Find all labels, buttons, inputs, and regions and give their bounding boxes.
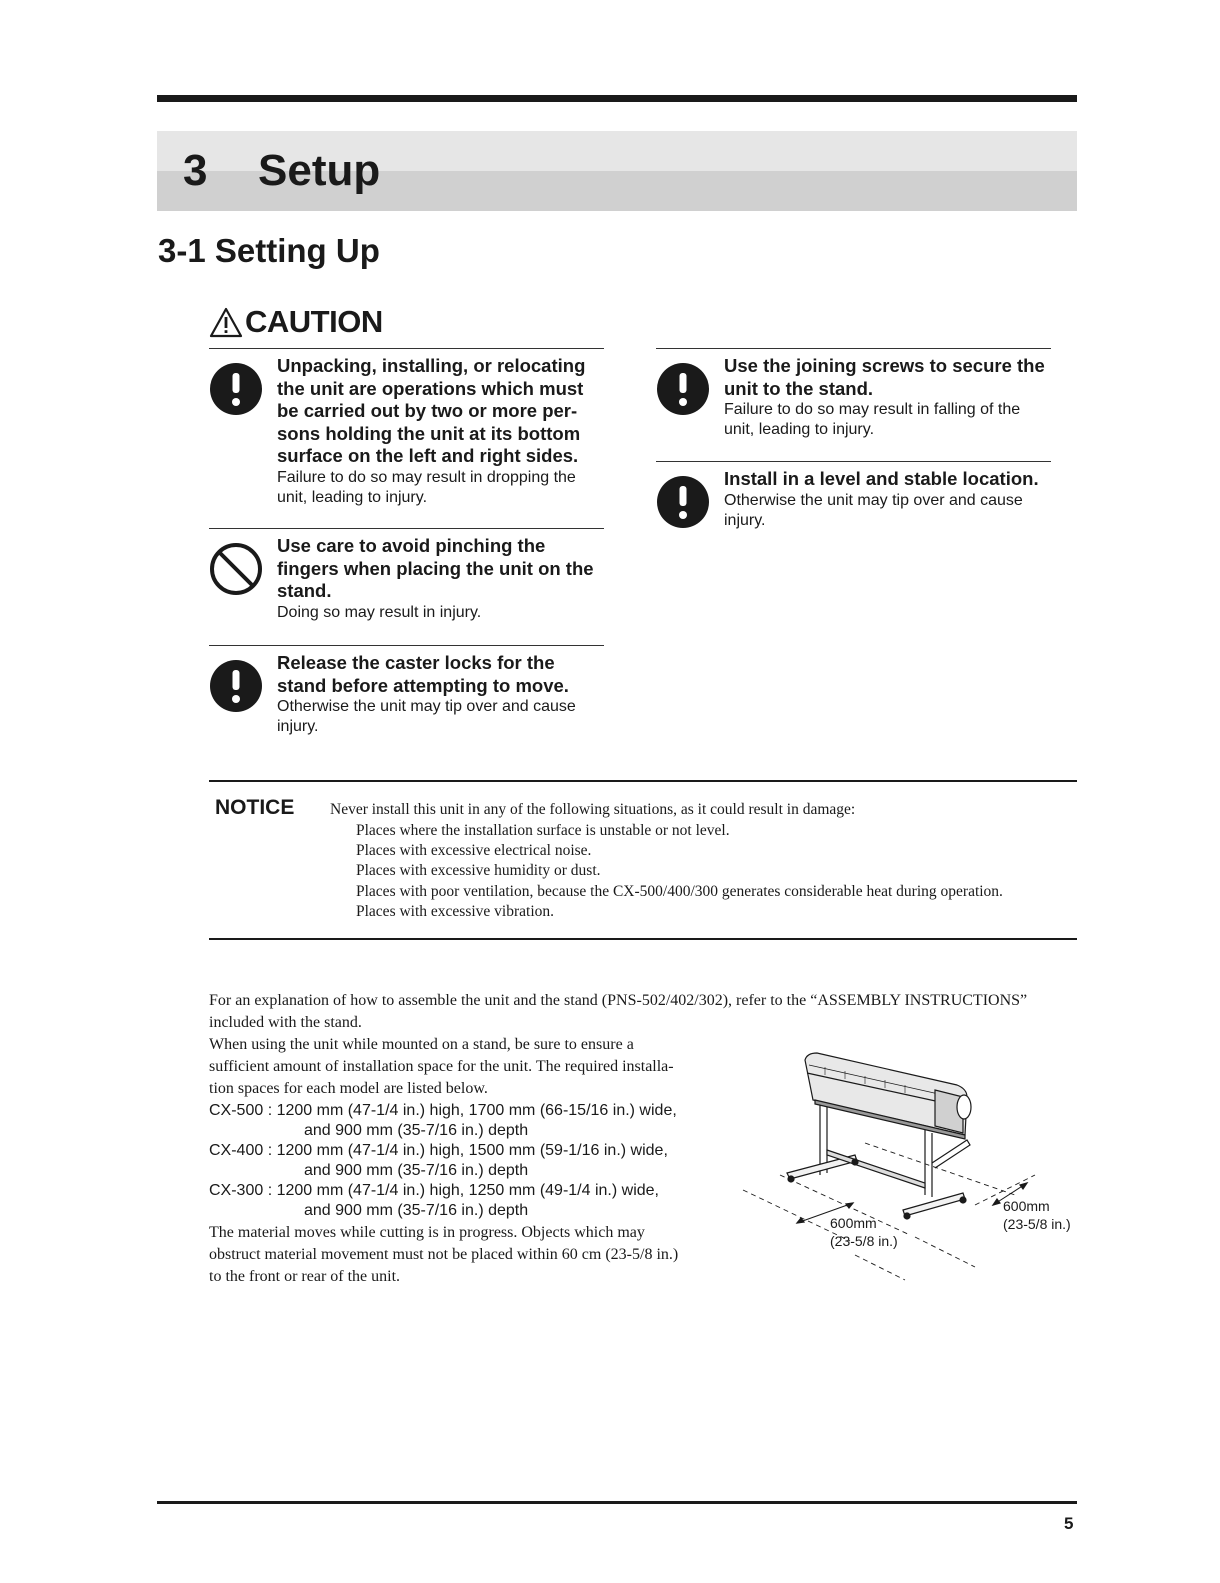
caution-item bbox=[209, 528, 604, 637]
spec-line: and 900 mm (35-7/16 in.) depth bbox=[304, 1122, 529, 1139]
spec-line: and 900 mm (35-7/16 in.) depth bbox=[304, 1202, 529, 1219]
body-line: For an explanation of how to assemble the unit and the stand (PNS-502/402/302), refer to the “ASSEMBLY INSTRUCTIONS” bbox=[209, 992, 1028, 1009]
top-rule bbox=[157, 95, 1077, 102]
caution-item bbox=[209, 348, 604, 519]
rear-clearance-in: (23-5/8 in.) bbox=[1003, 1216, 1071, 1232]
caution-heading bbox=[209, 304, 383, 340]
notice-list bbox=[356, 821, 1003, 922]
bottom-rule bbox=[157, 1501, 1077, 1504]
body-line: to the front or rear of the unit. bbox=[209, 1268, 401, 1285]
notice-label: NOTICE bbox=[215, 796, 295, 819]
exclamation-icon bbox=[209, 659, 263, 713]
body-line: When using the unit while mounted on a stand, be sure to ensure a bbox=[209, 1036, 634, 1053]
body-line: tion spaces for each model are listed below. bbox=[209, 1080, 488, 1097]
caution-item-text: Doing so may result in injury. bbox=[277, 603, 482, 621]
body-line: obstruct material movement must not be placed within 60 cm (23-5/8 in.) bbox=[209, 1246, 679, 1263]
spec-line: CX-500 : 1200 mm (47-1/4 in.) high, 1700 mm (66-15/16 in.) wide, bbox=[209, 1102, 677, 1119]
front-clearance-in: (23-5/8 in.) bbox=[830, 1233, 898, 1249]
notice-item: Places where the installation surface is unstable or not level. bbox=[356, 822, 730, 839]
caution-label: CAUTION bbox=[245, 304, 383, 339]
spec-line: and 900 mm (35-7/16 in.) depth bbox=[304, 1162, 529, 1179]
spec-line: CX-400 : 1200 mm (47-1/4 in.) high, 1500 mm (59-1/16 in.) wide, bbox=[209, 1142, 668, 1159]
exclamation-icon bbox=[656, 475, 710, 529]
page-number: 5 bbox=[1064, 1514, 1074, 1533]
caution-item-title: Install in a level and stable location. bbox=[724, 468, 1039, 489]
caution-item-text: Failure to do so may result in dropping the unit, leading to injury. bbox=[277, 468, 576, 506]
spec-list bbox=[209, 1101, 729, 1221]
caution-item-title: Use care to avoid pinching the fingers when placing the unit on the stand. bbox=[277, 535, 594, 601]
chapter-number: 3 bbox=[183, 146, 208, 195]
rear-clearance-mm: 600mm bbox=[1003, 1198, 1050, 1214]
caution-item-title: Use the joining screws to secure the unit to the stand. bbox=[724, 355, 1045, 399]
body-line: sufficient amount of installation space for the unit. The required installa- bbox=[209, 1058, 674, 1075]
body-line: included with the stand. bbox=[209, 1014, 362, 1031]
caution-item bbox=[656, 348, 1051, 453]
caution-item bbox=[209, 645, 604, 756]
warning-triangle-icon bbox=[209, 307, 243, 338]
caution-item-title: Unpacking, installing, or relocating the unit are operations which must be carried out by two or more per-sons holding the unit at its bottom surface on the left and right sides. bbox=[277, 355, 586, 466]
caution-item-text: Otherwise the unit may tip over and cause injury. bbox=[724, 491, 1023, 529]
section-title: 3-1 Setting Up bbox=[158, 232, 380, 269]
notice-item: Places with excessive humidity or dust. bbox=[356, 862, 601, 880]
exclamation-icon bbox=[209, 362, 263, 416]
caution-item-text: Failure to do so may result in falling of the unit, leading to injury. bbox=[724, 401, 1021, 438]
caution-item bbox=[656, 461, 1051, 552]
cutter-stand-illustration bbox=[735, 1045, 1085, 1290]
caution-item-text: Otherwise the unit may tip over and cause injury. bbox=[277, 698, 576, 735]
chapter-title: Setup bbox=[258, 146, 381, 195]
notice-item: Places with excessive electrical noise. bbox=[356, 842, 592, 860]
notice-intro: Never install this unit in any of the following situations, as it could result in damage: bbox=[330, 801, 856, 818]
front-clearance-mm: 600mm bbox=[830, 1215, 877, 1231]
caution-item-title: Release the caster locks for the stand before attempting to move. bbox=[277, 652, 569, 696]
exclamation-icon bbox=[656, 362, 710, 416]
spec-line: CX-300 : 1200 mm (47-1/4 in.) high, 1250 mm (49-1/4 in.) wide, bbox=[209, 1182, 659, 1199]
prohibition-icon bbox=[209, 542, 263, 596]
notice-item: Places with excessive vibration. bbox=[356, 902, 555, 920]
notice-item: Places with poor ventilation, because the CX-500/400/300 generates considerable heat during operation. bbox=[356, 882, 1003, 900]
body-line: The material moves while cutting is in progress. Objects which may bbox=[209, 1224, 645, 1241]
material-paragraph bbox=[209, 1222, 729, 1288]
